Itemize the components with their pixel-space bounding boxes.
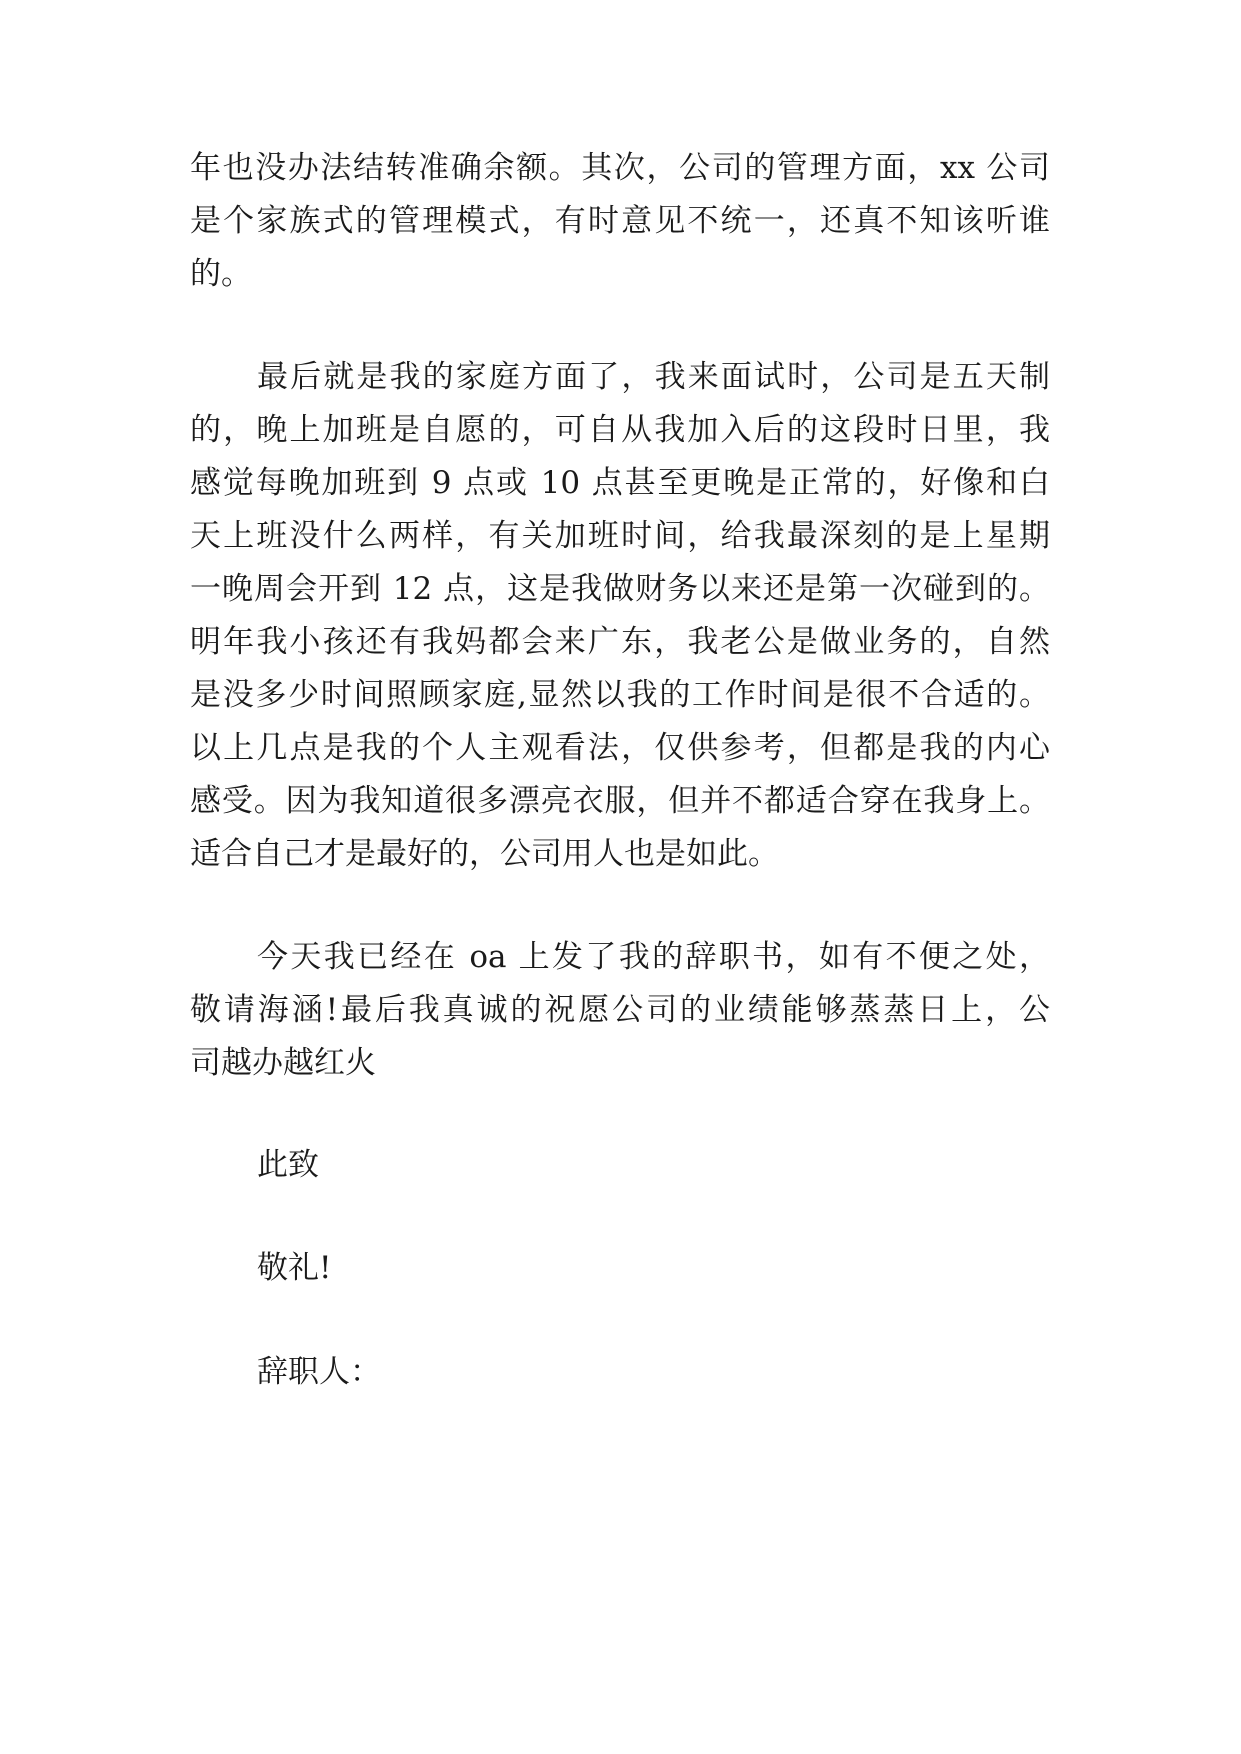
paragraph-1-line-2: 是个家族式的管理模式，有时意见不统一，还真不知该听谁 [190, 203, 1050, 239]
paragraph-3-line-1: 今天我已经在 oa 上发了我的辞职书，如有不便之处， [257, 939, 1050, 975]
paragraph-3-line-2: 敬请海涵!最后我真诚的祝愿公司的业绩能够蒸蒸日上，公 [190, 992, 1050, 1028]
paragraph-2-line-10: 适合自己才是最好的，公司用人也是如此。 [190, 836, 779, 872]
closing-regards-2: 敬礼! [257, 1250, 332, 1286]
closing-regards-1: 此致 [257, 1147, 319, 1183]
signature-label: 辞职人： [257, 1354, 381, 1390]
paragraph-2-line-6: 明年我小孩还有我妈都会来广东，我老公是做业务的，自然 [190, 624, 1050, 660]
paragraph-2-line-5: 一晚周会开到 12 点，这是我做财务以来还是第一次碰到的。 [190, 571, 1050, 607]
paragraph-2-line-1: 最后就是我的家庭方面了，我来面试时，公司是五天制 [257, 359, 1050, 395]
paragraph-2-line-2: 的，晚上加班是自愿的，可自从我加入后的这段时日里，我 [190, 412, 1050, 448]
paragraph-1-line-1: 年也没办法结转准确余额。其次，公司的管理方面，xx 公司 [190, 150, 1050, 186]
paragraph-2-line-9: 感受。因为我知道很多漂亮衣服，但并不都适合穿在我身上。 [190, 783, 1050, 819]
paragraph-2-line-7: 是没多少时间照顾家庭,显然以我的工作时间是很不合适的。 [190, 677, 1050, 713]
paragraph-1-line-3: 的。 [190, 256, 252, 292]
paragraph-2-line-3: 感觉每晚加班到 9 点或 10 点甚至更晚是正常的，好像和白 [190, 465, 1050, 501]
paragraph-2-line-4: 天上班没什么两样，有关加班时间，给我最深刻的是上星期 [190, 518, 1050, 554]
paragraph-3-line-3: 司越办越红火 [190, 1045, 376, 1081]
paragraph-2-line-8: 以上几点是我的个人主观看法，仅供参考，但都是我的内心 [190, 730, 1050, 766]
